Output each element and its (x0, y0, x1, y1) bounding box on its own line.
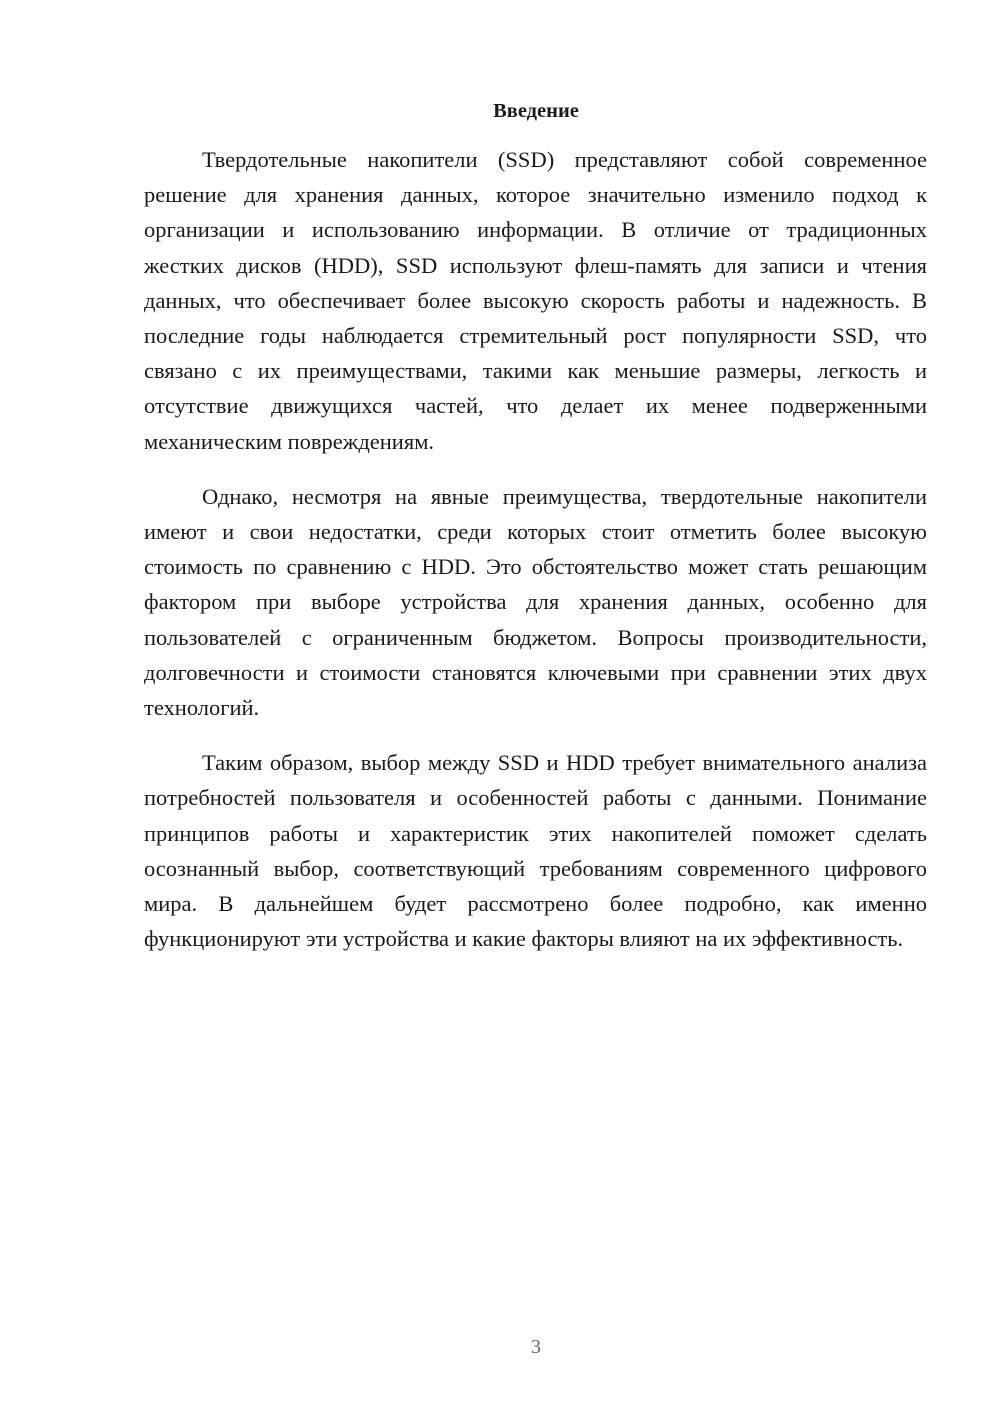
page-number: 3 (531, 1336, 541, 1358)
section-heading: Введение (493, 100, 579, 122)
paragraph-2: Однако, несмотря на явные преимущества, твердотельные накопители имеют и свои недостатки, среди которых стоит отметить более высокую стоимость по сравнению с HDD. Это обстоятельство может стать решающим фактором при выборе устройства для хранения данных, особенно для пользователей с ограниченным бюджетом. Вопросы производительности, долговечности и стоимости становятся ключевыми при сравнении этих двух технологий. (144, 483, 927, 721)
body-text (144, 142, 927, 956)
paragraph-3: Таким образом, выбор между SSD и HDD требует внимательного анализа потребностей пользователя и особенностей работы с данными. Понимание принципов работы и характеристик этих накопителей поможет сделать осознанный выбор, соответствующий требованиям современного цифрового мира. В дальнейшем будет рассмотрено более подробно, как именно функционируют эти устройства и какие факторы влияют на их эффективность. (144, 750, 927, 952)
paragraph-1: Твердотельные накопители (SSD) представляют собой современное решение для хранения данных, которое значительно изменило подход к организации и использованию информации. В отличие от традиционных жестких дисков (HDD), SSD используют флеш-память для записи и чтения данных, что обеспечивает более высокую скорость работы и надежность. В последние годы наблюдается стремительный рост популярности SSD, что связано с их преимуществами, такими как меньшие размеры, легкость и отсутствие движущихся частей, что делает их менее подверженными механическим повреждениям. (144, 147, 927, 454)
